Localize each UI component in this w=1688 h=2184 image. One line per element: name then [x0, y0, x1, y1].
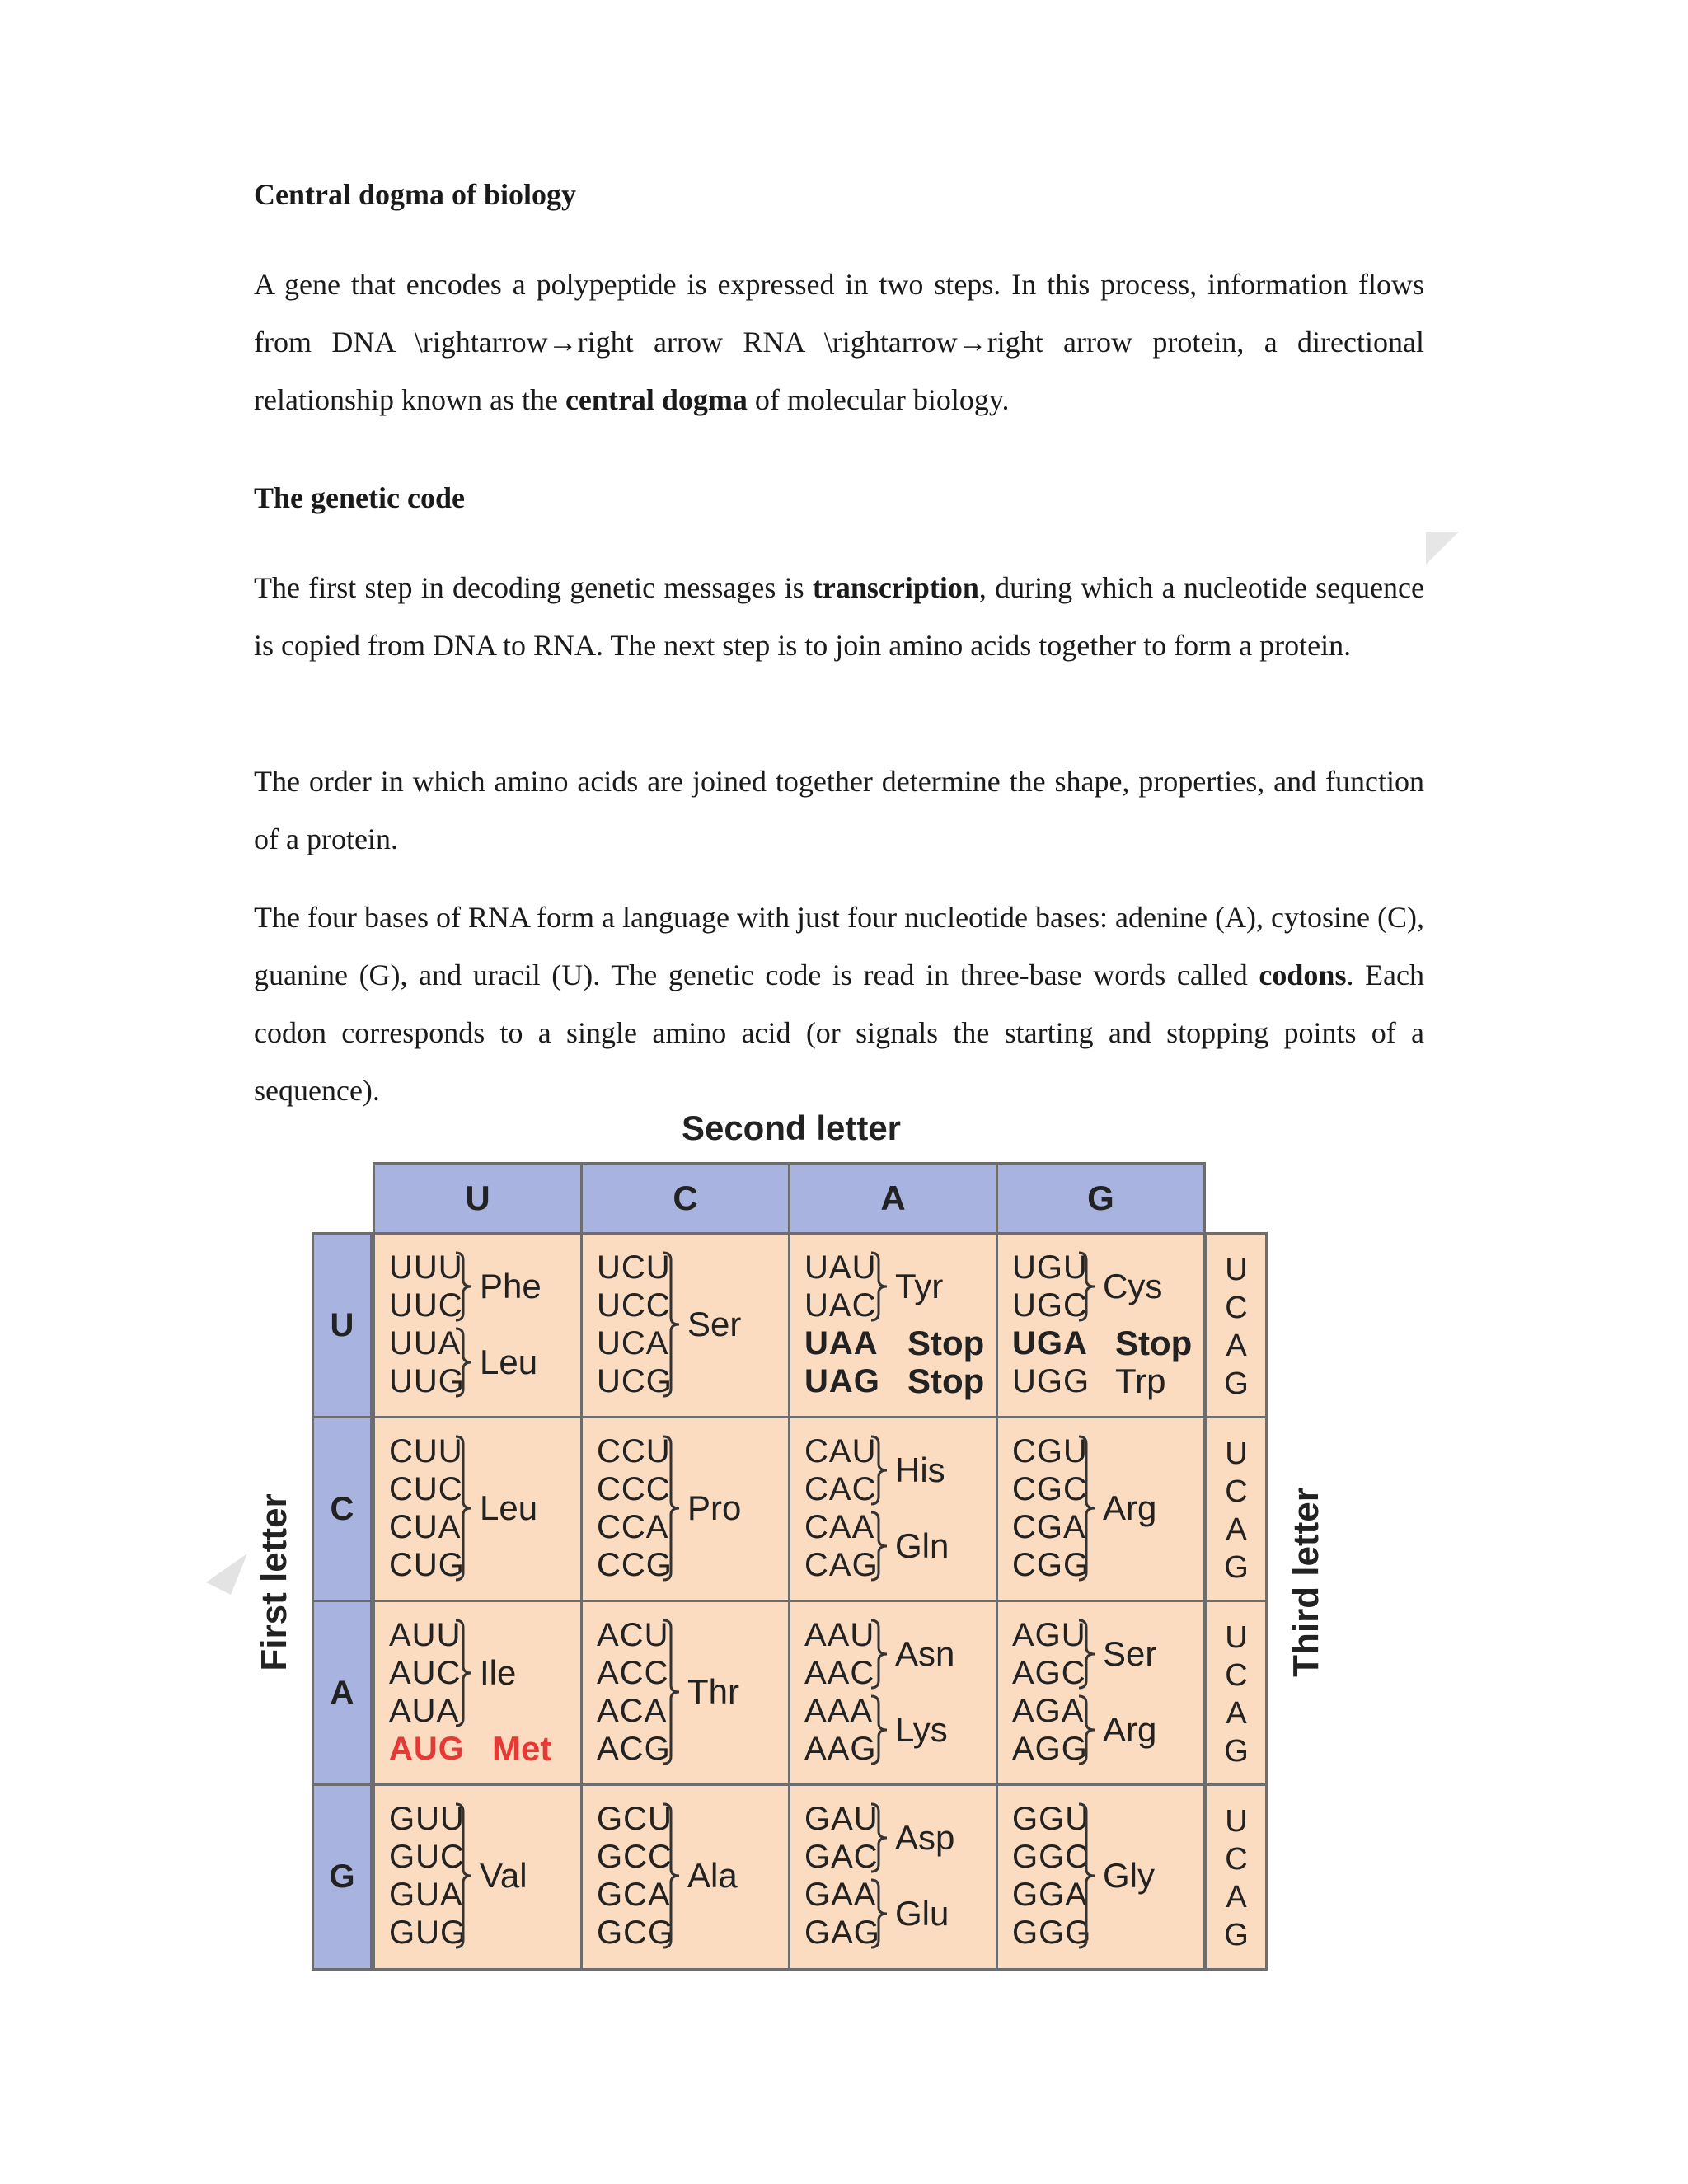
codon-cuc: CUC	[389, 1471, 463, 1507]
codon-gaa: GAA	[804, 1877, 877, 1913]
codon-cua: CUA	[389, 1509, 462, 1545]
third-letter-c: C	[1225, 1658, 1248, 1693]
codon-uaa: UAA	[804, 1325, 879, 1361]
column-header-g: G	[996, 1162, 1206, 1235]
codon-ugu: UGU	[1012, 1249, 1088, 1286]
brace-icon	[661, 1250, 682, 1399]
codon-gca: GCA	[597, 1877, 671, 1913]
brace-icon	[1076, 1618, 1098, 1690]
brace-icon	[661, 1802, 682, 1950]
codon-uca: UCA	[597, 1325, 669, 1361]
codon-uua: UUA	[389, 1325, 462, 1361]
para2-text-b: , during which a nucleotide sequence is copied from DNA to RNA. The next step is to join amino acids together to form a protein.	[254, 571, 1425, 662]
codon-caa: CAA	[804, 1509, 875, 1545]
amino-acid-lys: Lys	[895, 1710, 948, 1749]
codon-agu: AGU	[1012, 1617, 1086, 1653]
codon-gac: GAC	[804, 1839, 879, 1875]
amino-acid-ser: Ser	[687, 1305, 742, 1343]
para4-text-b: . Each codon corresponds to a single amino acid (or signals the starting and stopping points of a sequence).	[254, 958, 1425, 1107]
codon-gau: GAU	[804, 1801, 879, 1837]
brace-icon	[869, 1802, 890, 1874]
brace-icon	[453, 1434, 475, 1582]
brace-icon	[869, 1877, 890, 1950]
amino-acid-leu: Leu	[480, 1343, 538, 1381]
amino-acid-cys: Cys	[1103, 1267, 1163, 1305]
amino-acid-asn: Asn	[895, 1634, 955, 1673]
codon-cau: CAU	[804, 1433, 877, 1469]
amino-acid-ala: Ala	[687, 1856, 738, 1895]
brace-icon	[869, 1510, 890, 1582]
codon-cca: CCA	[597, 1509, 669, 1545]
codon-ugc: UGC	[1012, 1287, 1088, 1324]
third-letter-g: G	[1224, 1734, 1249, 1769]
codon-acg: ACG	[597, 1731, 671, 1767]
third-letter-g: G	[1224, 1550, 1249, 1585]
column-header-c: C	[580, 1162, 790, 1235]
para2-bold: transcription	[812, 571, 979, 604]
paragraph-transcription	[254, 559, 1424, 674]
codon-ucg: UCG	[597, 1363, 673, 1399]
codon-ggc: GGC	[1012, 1839, 1090, 1875]
paragraph-codons	[254, 888, 1424, 1119]
codon-ggg: GGG	[1012, 1915, 1092, 1951]
codon-aag: AAG	[804, 1731, 877, 1767]
third-letter-u: U	[1225, 1620, 1248, 1655]
heading-central-dogma: Central dogma of biology	[254, 178, 576, 211]
codon-gua: GUA	[389, 1877, 463, 1913]
third-letter-u: U	[1225, 1436, 1248, 1471]
codon-cgu: CGU	[1012, 1433, 1088, 1469]
third-letter-column	[1205, 1783, 1268, 1971]
paragraph-amino-order: The order in which amino acids are joined together determine the shape, properties, and function of a protein.	[254, 765, 1424, 855]
page-corner-mark-icon	[1422, 527, 1463, 569]
column-header-a: A	[788, 1162, 998, 1235]
codon-uau: UAU	[804, 1249, 877, 1286]
para1-bold: central dogma	[565, 383, 748, 416]
codon-auc: AUC	[389, 1655, 462, 1691]
brace-icon	[453, 1250, 475, 1323]
codon-ggu: GGU	[1012, 1801, 1090, 1837]
amino-acid-arg: Arg	[1103, 1710, 1157, 1749]
amino-acid-gly: Gly	[1103, 1856, 1155, 1895]
para1-tail: of molecular biology.	[754, 383, 1010, 416]
amino-acid-leu: Leu	[480, 1488, 538, 1527]
amino-acid-ser: Ser	[1103, 1634, 1157, 1673]
codon-aaa: AAA	[804, 1693, 874, 1729]
codon-uuu: UUU	[389, 1249, 463, 1286]
brace-icon	[453, 1618, 475, 1728]
amino-acid-phe: Phe	[480, 1267, 542, 1305]
codon-gag: GAG	[804, 1915, 880, 1951]
codon-cug: CUG	[389, 1547, 465, 1583]
brace-icon	[869, 1694, 890, 1766]
brace-icon	[869, 1434, 890, 1507]
codon-uac: UAC	[804, 1287, 877, 1324]
brace-icon	[1076, 1802, 1098, 1950]
codon-cgg: CGG	[1012, 1547, 1090, 1583]
amino-acid-stop: Stop	[907, 1361, 985, 1400]
codon-gcg: GCG	[597, 1915, 675, 1951]
codon-gcc: GCC	[597, 1839, 673, 1875]
row-header-g: G	[312, 1783, 373, 1971]
third-letter-g: G	[1224, 1366, 1249, 1401]
codon-uuc: UUC	[389, 1287, 463, 1324]
codon-acc: ACC	[597, 1655, 669, 1691]
codon-aga: AGA	[1012, 1693, 1085, 1729]
codon-cga: CGA	[1012, 1509, 1086, 1545]
third-letter-c: C	[1225, 1291, 1248, 1325]
codon-gga: GGA	[1012, 1877, 1088, 1913]
amino-acid-arg: Arg	[1103, 1488, 1157, 1527]
row-header-a: A	[312, 1600, 373, 1787]
brace-icon	[1076, 1434, 1098, 1582]
third-letter-column	[1205, 1416, 1268, 1603]
codon-guc: GUC	[389, 1839, 465, 1875]
para2-text-a: The first step in decoding genetic messages is	[254, 571, 804, 604]
para4-text-a: The four bases of RNA form a language with just four nucleotide bases: adenine (A), cytosine (C), guanine (G), and uracil (U). The genetic code is read in three-base words called	[254, 901, 1424, 991]
amino-acid-stop: Stop	[1115, 1324, 1193, 1362]
codon-aug: AUG	[389, 1731, 465, 1767]
paragraph-central-dogma	[254, 255, 1424, 429]
brace-icon	[869, 1618, 890, 1690]
third-letter-column	[1205, 1232, 1268, 1419]
codon-ccg: CCG	[597, 1547, 673, 1583]
codon-cac: CAC	[804, 1471, 877, 1507]
third-letter-g: G	[1224, 1918, 1249, 1952]
brace-icon	[661, 1618, 682, 1766]
second-letter-label: Second letter	[681, 1108, 902, 1147]
codon-gcu: GCU	[597, 1801, 673, 1837]
codon-guu: GUU	[389, 1801, 465, 1837]
third-letter-c: C	[1225, 1842, 1248, 1877]
third-letter-label: Third letter	[1286, 1488, 1326, 1677]
codon-agc: AGC	[1012, 1655, 1086, 1691]
amino-acid-stop: Stop	[907, 1324, 985, 1362]
amino-acid-asp: Asp	[895, 1818, 955, 1857]
row-header-c: C	[312, 1416, 373, 1603]
codon-ucc: UCC	[597, 1287, 671, 1324]
amino-acid-val: Val	[480, 1856, 528, 1895]
brace-icon	[661, 1434, 682, 1582]
amino-acid-gln: Gln	[895, 1526, 950, 1565]
codon-auu: AUU	[389, 1617, 462, 1653]
third-letter-a: A	[1226, 1512, 1247, 1547]
codon-ccc: CCC	[597, 1471, 671, 1507]
amino-acid-trp: Trp	[1115, 1361, 1166, 1400]
amino-acid-his: His	[895, 1451, 945, 1489]
codon-uga: UGA	[1012, 1325, 1088, 1361]
codon-ucu: UCU	[597, 1249, 671, 1286]
amino-acid-pro: Pro	[687, 1488, 742, 1527]
amino-acid-tyr: Tyr	[895, 1267, 944, 1305]
codon-cag: CAG	[804, 1547, 879, 1583]
amino-acid-thr: Thr	[687, 1672, 739, 1711]
codon-uug: UUG	[389, 1363, 465, 1399]
codon-aca: ACA	[597, 1693, 668, 1729]
brace-icon	[453, 1326, 475, 1399]
third-letter-a: A	[1226, 1696, 1247, 1731]
amino-acid-glu: Glu	[895, 1894, 950, 1933]
third-letter-column	[1205, 1600, 1268, 1787]
brace-icon	[453, 1802, 475, 1950]
third-letter-a: A	[1226, 1880, 1247, 1915]
third-letter-c: C	[1225, 1474, 1248, 1509]
codon-gug: GUG	[389, 1915, 467, 1951]
third-letter-u: U	[1225, 1804, 1248, 1839]
page-corner-mark-icon	[202, 1549, 251, 1599]
para4-bold: codons	[1259, 958, 1347, 991]
amino-acid-ile: Ile	[480, 1653, 517, 1692]
column-header-u: U	[373, 1162, 583, 1235]
amino-acid-met: Met	[492, 1729, 552, 1768]
third-letter-u: U	[1225, 1253, 1248, 1287]
codon-uag: UAG	[804, 1363, 880, 1399]
codon-ugg: UGG	[1012, 1363, 1090, 1399]
brace-icon	[869, 1250, 890, 1323]
codon-agg: AGG	[1012, 1731, 1088, 1767]
codon-aac: AAC	[804, 1655, 875, 1691]
first-letter-label: First letter	[254, 1493, 294, 1671]
para1-text: A gene that encodes a polypeptide is expressed in two steps. In this process, information flows from DNA \rightarrow→right arrow RNA \rightarrow→right arrow protein, a directional relationship known as the	[254, 268, 1424, 416]
third-letter-a: A	[1226, 1329, 1247, 1363]
codon-aau: AAU	[804, 1617, 875, 1653]
codon-cgc: CGC	[1012, 1471, 1088, 1507]
brace-icon	[1076, 1250, 1098, 1323]
codon-ccu: CCU	[597, 1433, 671, 1469]
row-header-u: U	[312, 1232, 373, 1419]
codon-aua: AUA	[389, 1693, 460, 1729]
brace-icon	[1076, 1694, 1098, 1766]
codon-cuu: CUU	[389, 1433, 463, 1469]
heading-genetic-code: The genetic code	[254, 481, 465, 514]
codon-acu: ACU	[597, 1617, 669, 1653]
